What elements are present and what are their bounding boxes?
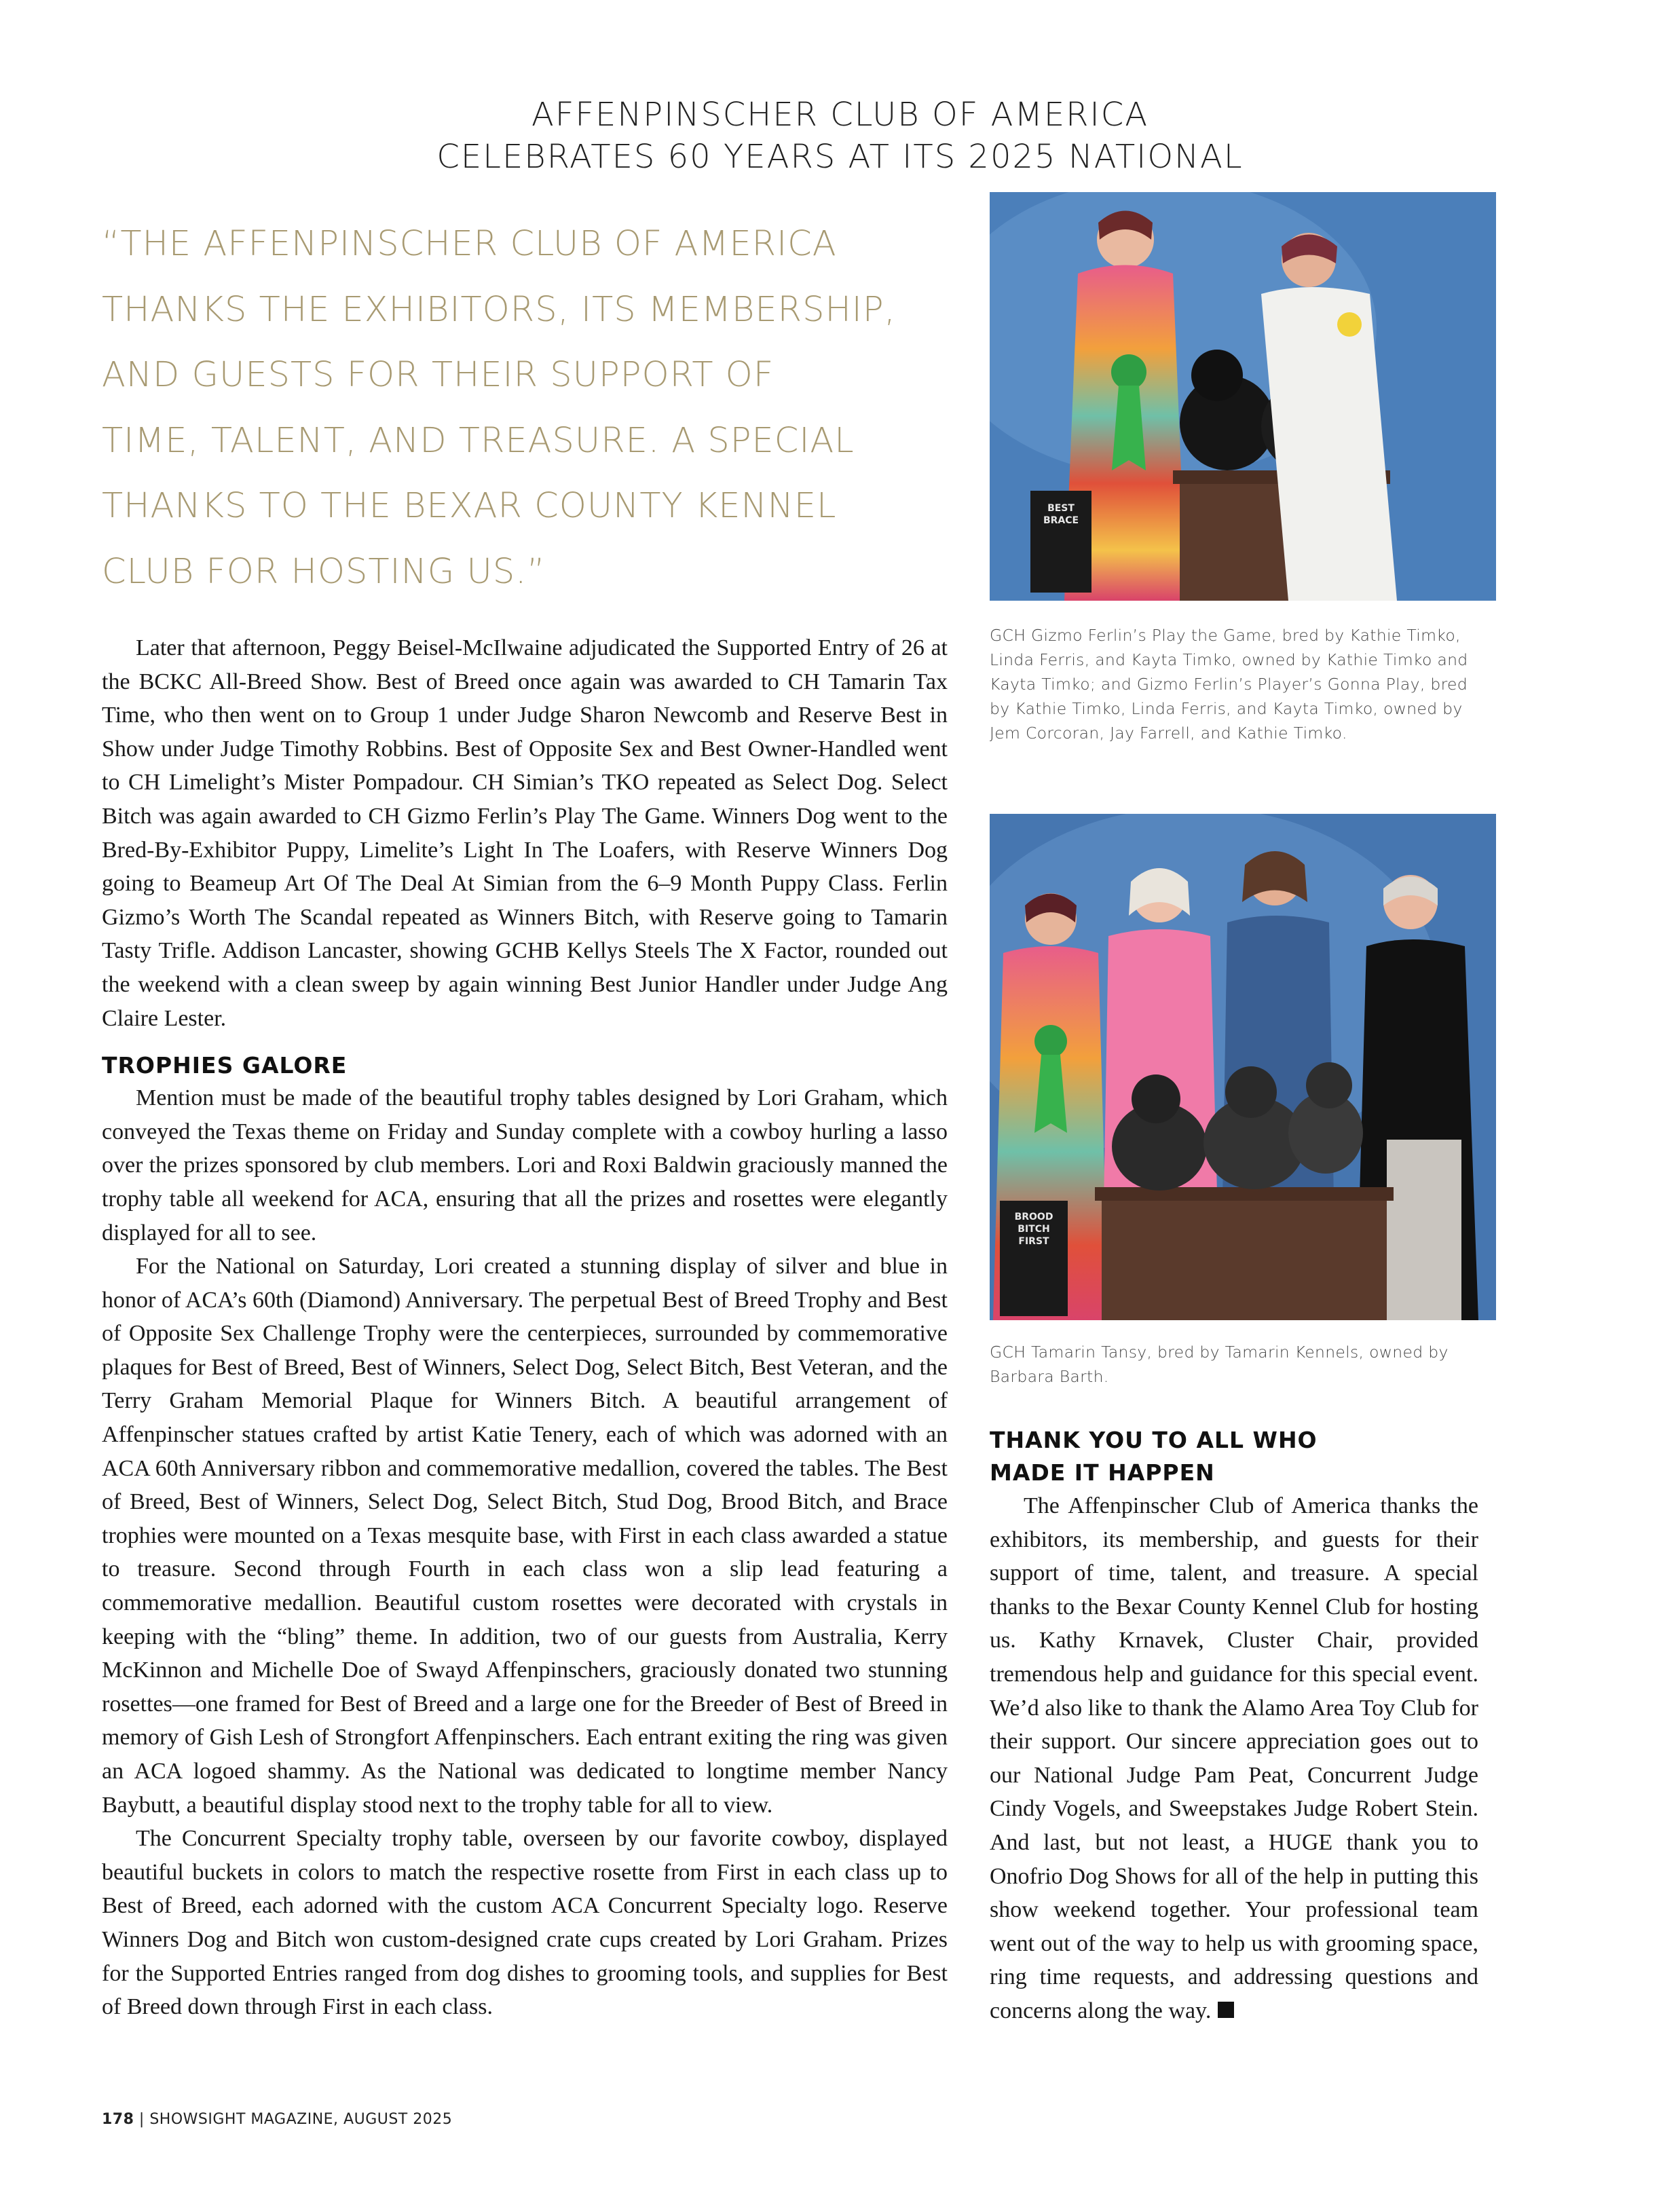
pull-quote-line: CLUB FOR HOSTING US.” [102,551,546,592]
section-heading-line: THANK YOU TO ALL WHO [990,1427,1318,1453]
photo-caption: GCH Gizmo Ferlin’s Play the Game, bred by Kathie Timko, Linda Ferris, and Kayta Timko, owned by Kathie Timko and Kayta Timko; and Gizmo Ferlin’s Player’s Gonna Play, bred by Kathie Timko, Linda Ferris, and Kayta Timko, owned by Jem Corcoran, Jay Farrell, and Kathie Timko. [990,626,1468,743]
section-heading-thank-you [990,1424,1478,1489]
article-body [102,631,948,2024]
publication-name: SHOWSIGHT MAGAZINE, AUGUST 2025 [149,2111,453,2128]
body-paragraph [990,1489,1478,2028]
end-mark-icon [1218,2002,1234,2018]
body-paragraph: The Concurrent Specialty trophy table, overseen by our favorite cowboy, displayed beautiful buckets in colors to match the respective rosette from First in each class up to Best of Breed, each adorned with the custom ACA Concurrent Specialty logo. Reserve Winners Dog and Bitch won custom-designed crate cups created by Lori Graham. Prizes for the Supported Entries ranged from dog dishes to grooming tools, and supplies for Best of Breed down through First in each class. [102,1826,948,2020]
pull-quote-line: AND GUESTS FOR THEIR SUPPORT OF [102,355,774,395]
photo-brood-bitch [990,814,1496,1320]
photo-caption: GCH Tamarin Tansy, bred by Tamarin Kennels, owned by Barbara Barth. [990,1343,1449,1386]
photo-sign-text: BITCH [1018,1224,1050,1235]
section-heading-trophies: TROPHIES GALORE [102,1052,348,1079]
body-paragraph: For the National on Saturday, Lori created a stunning display of silver and blue in honor of ACA’s 60th (Diamond) Anniversary. The perpetual Best of Breed Trophy and Best of Opposite Sex Challenge Trophy were the centerpieces, surrounded by commemorative plaques for Best of Breed, Best of Winners, Select Dog, Select Bitch, Best Veteran, and the Terry Graham Memorial Plaque for Winners Bitch. A beautiful arrangement of Affenpinscher statues crafted by artist Katie Tenery, each of which was adorned with an ACA 60th Anniversary ribbon and commemorative medallion, covered the tables. The Best of Breed, Best of Winners, Select Dog, Select Bitch, Stud Dog, Brood Bitch, and Brace trophies were mounted on a Texas mesquite base, with First in each class awarded a statue to treasure. Second through Fourth in each class won a slip lead featuring a commemorative medallion. Beautiful custom rosettes were decorated with crystals in keeping with the “bling” theme. In addition, two of our guests from Australia, Kerry McKinnon and Michelle Doe of Swayd Affenpinschers, graciously donated two stunning rosettes—one framed for Best of Breed and a large one for the Breeder of Best of Breed in memory of Gish Lesh of Strongfort Affenpinschers. Each entrant exiting the ring was given an ACA logoed shammy. As the National was dedicated to longtime member Nancy Baybutt, a beautiful display stood next to the trophy table for all to view. [102,1254,948,1818]
page-number: 178 [102,2111,134,2128]
photo-brood-bitch-illustration [990,814,1496,1320]
article-title [0,94,1680,178]
photo-sign-text: BROOD [1014,1212,1053,1222]
photo-sign-text: BRACE [1043,515,1079,526]
pull-quote-line: TIME, TALENT, AND TREASURE. A SPECIAL [102,420,855,461]
pull-quote [102,212,937,605]
photo-best-brace [990,192,1496,601]
footer-separator: | [134,2111,150,2128]
pull-quote-line: THANKS TO THE BEXAR COUNTY KENNEL [102,486,837,526]
body-paragraph: Later that afternoon, Peggy Beisel-McIlwaine adjudicated the Supported Entry of 26 at the BCKC All-Breed Show. Best of Breed once again was awarded to CH Tamarin Tax Time, who then went on to Group 1 under Judge Sharon Newcomb and Reserve Best in Show under Judge Timothy Robbins. Best of Opposite Sex and Best Owner-Handled went to CH Limelight’s Mister Pompadour. CH Simian’s TKO repeated as Select Dog. Select Bitch was again awarded to CH Gizmo Ferlin’s Play The Game. Winners Dog went to the Bred-By-Exhibitor Puppy, Limelite’s Light In The Loafers, with Reserve Winners Dog going to Beameup Art Of The Deal At Simian from the 6–9 Month Puppy Class. Ferlin Gizmo’s Worth The Scandal repeated as Winners Bitch, with Reserve going to Tamarin Tasty Trifle. Addison Lancaster, showing GCHB Kellys Steels The X Factor, rounded out the weekend with a clean sweep by again winning Best Junior Handler under Judge Ang Claire Lester. [102,635,948,1031]
photo-best-brace-illustration [990,192,1496,601]
body-paragraph: Mention must be made of the beautiful trophy tables designed by Lori Graham, which conveyed the Texas theme on Friday and Sunday complete with a cowboy hurling a lasso over the prizes sponsored by club members. Lori and Roxi Baldwin graciously manned the trophy table all weekend for ACA, ensuring that all the prizes and rosettes were elegantly displayed for all to see. [102,1085,948,1246]
sidebar-thank-you [990,1424,1478,2028]
body-paragraph-text: The Affenpinscher Club of America thanks the exhibitors, its membership, and guests for their support of time, talent, and treasure. A special thanks to the Bexar County Kennel Club for hosting us. Kathy Krnavek, Cluster Chair, provided tremendous help and guidance for this special event. We’d also like to thank the Alamo Area Toy Club for their support. Our sincere appreciation goes out to our National Judge Pam Peat, Concurrent Judge Cindy Vogels, and Sweepstakes Judge Robert Stein. And last, but not least, a HUGE thank you to Onofrio Dog Shows for all of the help in putting this show weekend together. Your professional team went out of the way to help us with grooming space, ring time requests, and addressing questions and concerns along the way. [990,1493,1478,2023]
page-footer [102,2111,452,2128]
article-title-line1: AFFENPINSCHER CLUB OF AMERICA [531,96,1149,134]
photo-sign-text: BEST [1047,503,1075,514]
photo-sign-text: FIRST [1018,1236,1049,1247]
pull-quote-line: “THE AFFENPINSCHER CLUB OF AMERICA [102,224,837,264]
article-title-line2: CELEBRATES 60 YEARS AT ITS 2025 NATIONAL [436,138,1244,176]
section-heading-line: MADE IT HAPPEN [990,1459,1215,1486]
pull-quote-line: THANKS THE EXHIBITORS, ITS MEMBERSHIP, [102,289,896,330]
